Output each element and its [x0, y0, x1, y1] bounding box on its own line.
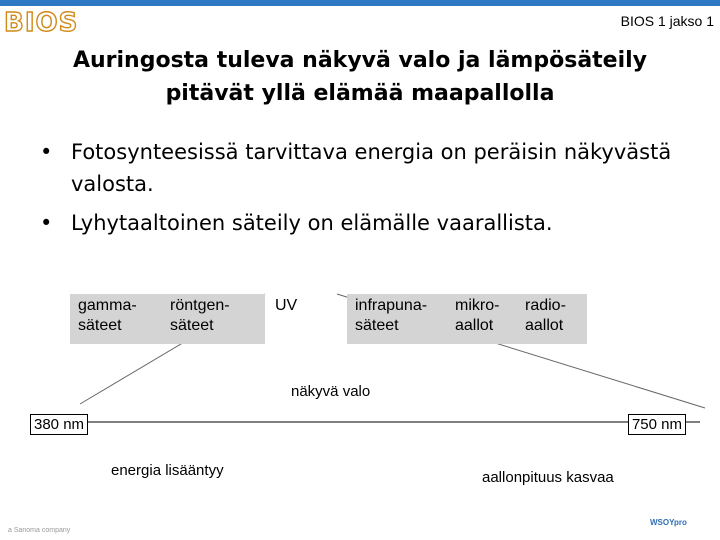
band-gamma-line2: säteet [78, 317, 122, 334]
band-gamma [70, 294, 162, 344]
title-line-1: Auringosta tuleva näkyvä valo ja lämpösäteily [72, 48, 648, 73]
slide-tag: BIOS 1 jakso 1 [620, 13, 714, 29]
title-line-2: pitävät yllä elämää maapallolla [165, 81, 555, 106]
bullet-dot-icon: • [40, 140, 53, 164]
band-xray-line1: röntgen- [170, 297, 230, 314]
band-microwave-line2: aallot [455, 317, 494, 334]
band-radio [517, 294, 587, 344]
wsoypro-logo: WSOYpro [650, 518, 687, 527]
band-infrared-line2: säteet [355, 317, 399, 334]
band-radio-line1: radio- [525, 297, 566, 314]
band-gamma-line1: gamma- [78, 297, 137, 314]
energy-label: energia lisääntyy [111, 462, 224, 479]
bullet-text: Fotosynteesissä tarvittava energia on peräisin näkyvästä valosta. [71, 140, 672, 196]
band-xray [162, 294, 265, 344]
band-infrared [347, 294, 447, 344]
bullet-text: Lyhytaaltoinen säteily on elämälle vaarallista. [71, 211, 553, 235]
band-infrared-line1: infrapuna- [355, 297, 428, 314]
band-microwave-line1: mikro- [455, 297, 500, 314]
band-uv-line1: UV [275, 297, 298, 314]
bios-logo: BIOS [4, 8, 79, 38]
band-microwave [447, 294, 517, 344]
footer-company: a Sanoma company [8, 527, 71, 534]
visible-light-label: näkyvä valo [291, 383, 371, 400]
band-uv [267, 294, 337, 344]
wavelength-label: aallonpituus kasvaa [482, 469, 614, 486]
band-xray-line2: säteet [170, 317, 214, 334]
min-wavelength-label: 380 nm [30, 414, 88, 435]
band-radio-line2: aallot [525, 317, 564, 334]
bullet-dot-icon: • [40, 211, 53, 235]
max-wavelength-label: 750 nm [628, 414, 686, 435]
